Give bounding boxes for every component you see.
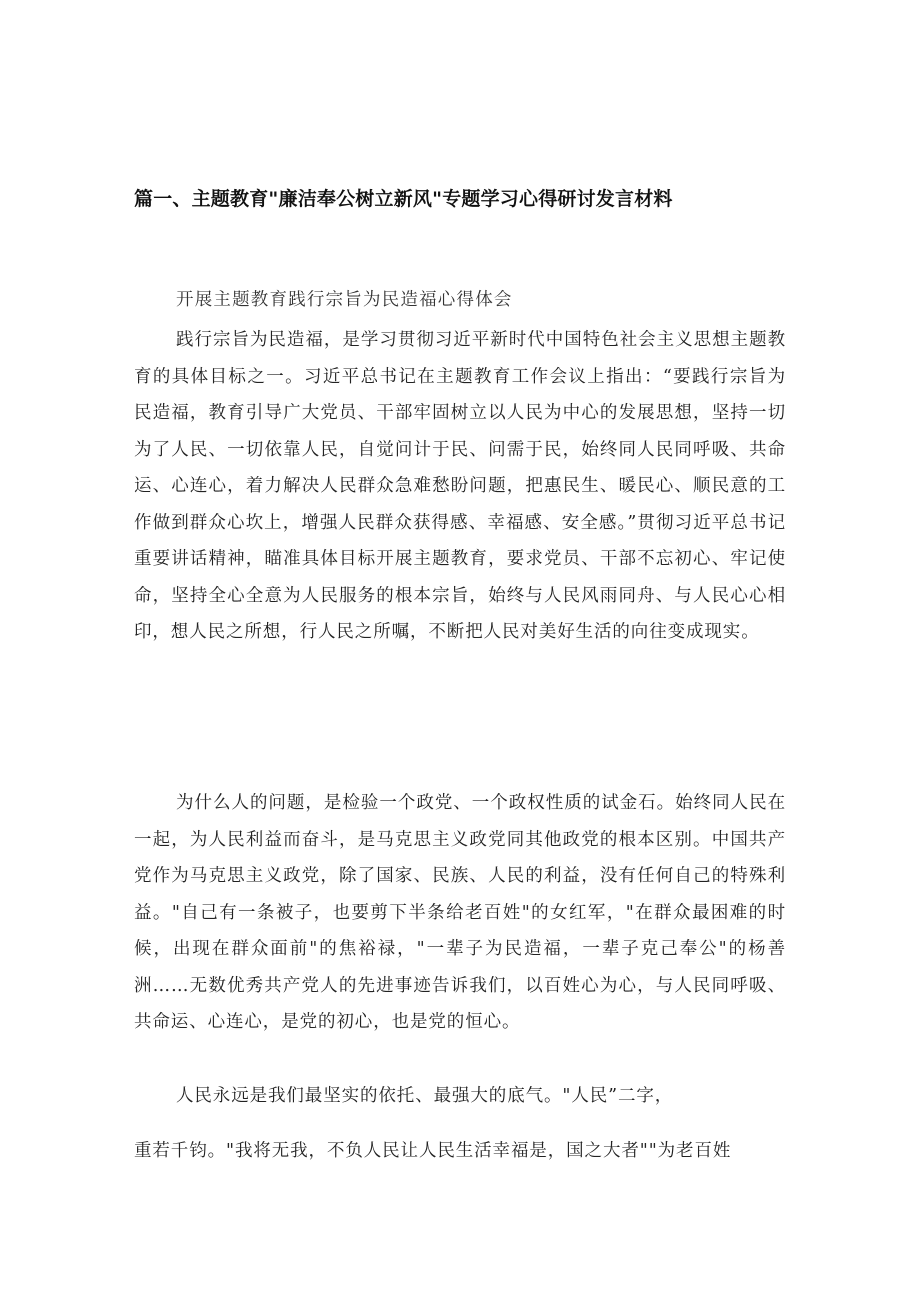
paragraph: 践行宗旨为民造福，是学习贯彻习近平新时代中国特色社会主义思想主题教育的具体目标之一。习近平总书记在主题教育工作会议上指出：“要践行宗旨为民造福，教育引导广大党员、干部牢固树立以人民为中心的发展思想，坚持一切为了人民、一切依靠人民，自觉问计于民、问需于民，始终同人民同呼吸、共命运、心连心，着力解决人民群众急难愁盼问题，把惠民生、暖民心、顺民意的工作做到群众心坎上，增强人民群众获得感、幸福感、安全感。”贯彻习近平总书记重要讲话精神，瞄准具体目标开展主题教育，要求党员、干部不忘初心、牢记使命，坚持全心全意为人民服务的根本宗旨，始终与人民风雨同舟、与人民心心相印，想人民之所想，行人民之所嘱，不断把人民对美好生活的向往变成现实。 <box>134 330 786 642</box>
paragraph: 为什么人的问题，是检验一个政党、一个政权性质的试金石。始终同人民在一起，为人民利益而奋斗，是马克思主义政党同其他政党的根本区别。中国共产党作为马克思主义政党，除了国家、民族、人民的利益，没有任何自己的特殊利益。"自己有一条被子，也要剪下半条给老百姓"的女红军，"在群众最困难的时候，出现在群众面前"的焦裕禄，"一辈子为民造福，一辈子克己奉公"的杨善洲……无数优秀共产党人的先进事迹告诉我们，以百姓心为心，与人民同呼吸、共命运、心连心，是党的初心，也是党的恒心。 <box>134 793 786 1032</box>
article-subtitle: 开展主题教育践行宗旨为民造福心得体会 <box>176 290 513 310</box>
paragraph: 人民永远是我们最坚实的依托、最强大的底气。"人民”二字， <box>176 1086 674 1106</box>
document-heading: 篇一、主题教育"廉洁奉公树立新风"专题学习心得研讨发言材料 <box>134 188 673 210</box>
paragraph-continuation: 重若千钧。"我将无我，不负人民让人民生活幸福是，国之大者""为老百姓 <box>134 1141 732 1161</box>
